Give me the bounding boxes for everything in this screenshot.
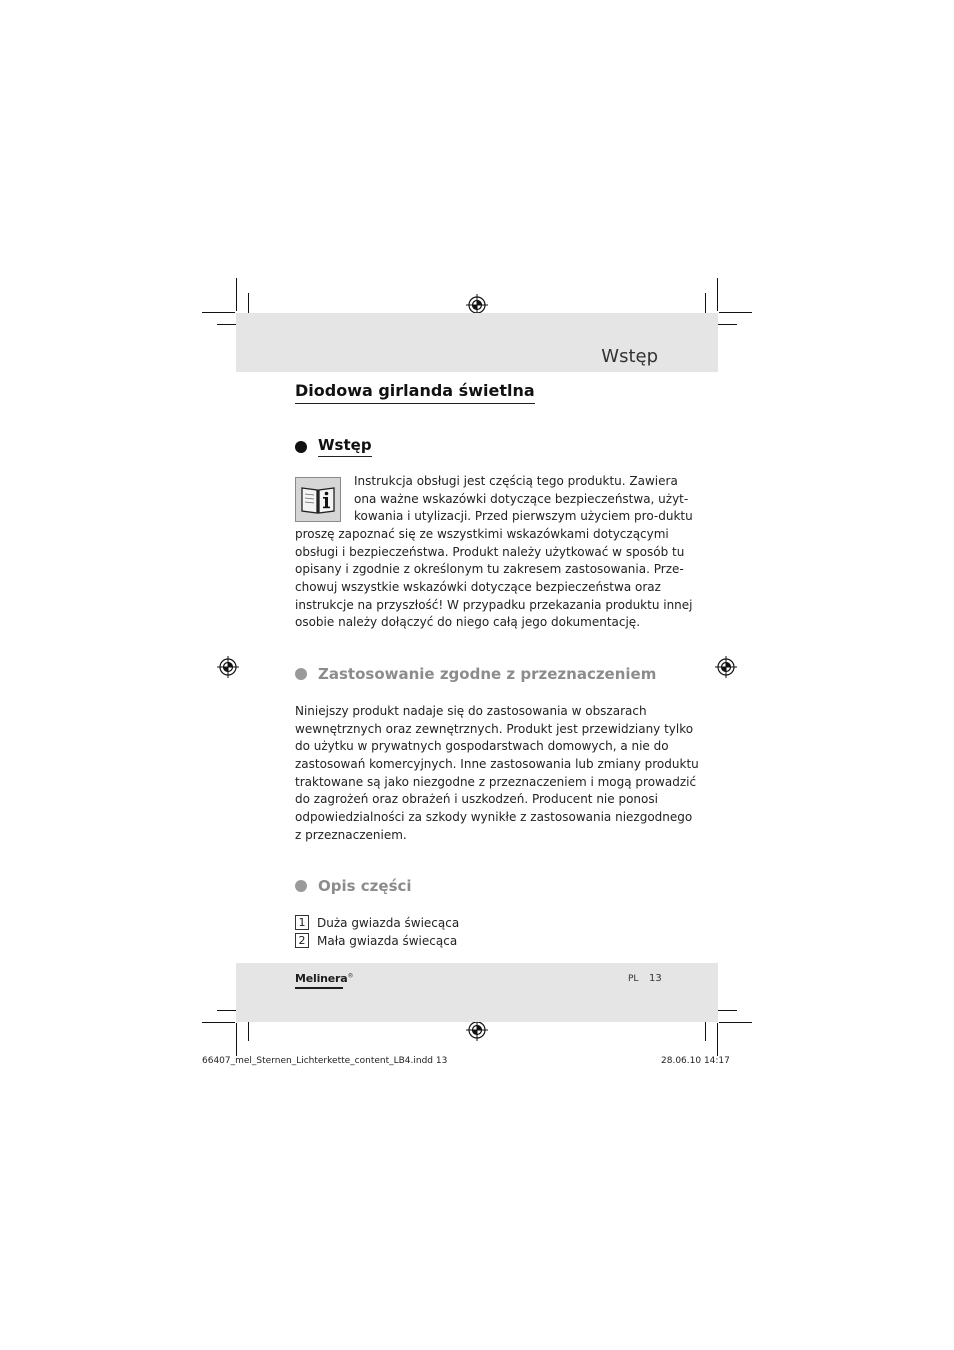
- text-line: wewnętrznych oraz zewnętrznych. Produkt jest przewidziany tylko: [295, 721, 694, 736]
- text-line: proszę zapoznać się ze wszystkimi wskazówkami dotyczącymi: [295, 527, 669, 541]
- text-line: instrukcje na przyszłość! W przypadku przekazania produktu innej: [295, 597, 693, 612]
- crop-mark: [236, 278, 237, 311]
- text-line: zastosowań komercyjnych. Inne zastosowania lub zmiany produktu: [295, 757, 699, 772]
- text-line: chowuj wszystkie wskazówki dotyczące bezpieczeństwa oraz: [295, 580, 661, 595]
- registration-mark-icon: [715, 656, 737, 678]
- page-number: 13: [649, 973, 662, 984]
- crop-mark: [719, 1022, 752, 1023]
- info-book-icon: [295, 477, 341, 522]
- text-line: Instrukcja obsługi jest częścią tego produktu. Zawiera: [354, 474, 678, 488]
- part-label: Duża gwiazda świecąca: [317, 915, 460, 930]
- part-number-box: 2: [295, 933, 309, 948]
- intro-paragraph-continued: [295, 526, 693, 632]
- text-line: opisany i zgodnie z określonym tu zakresem zastosowania. Prze-: [295, 562, 684, 577]
- section-heading-label: Zastosowanie zgodne z przeznaczeniem: [318, 665, 657, 683]
- language-code: PL: [628, 974, 639, 984]
- page-header: [236, 313, 718, 372]
- list-item: [295, 932, 459, 949]
- text-line: kowania i utylizacji. Przed pierwszym użyciem pro-duktu: [354, 509, 693, 524]
- registration-mark-icon: [466, 1019, 488, 1041]
- crop-mark: [202, 312, 235, 313]
- intended-use-paragraph: [295, 703, 699, 845]
- slug-filename: 66407_mel_Sternen_Lichterkette_content_LB4.indd 13: [202, 1056, 448, 1066]
- crop-mark: [202, 1022, 235, 1023]
- page-footer: [236, 963, 718, 1022]
- page-header-title: Wstęp: [601, 346, 658, 367]
- part-number-box: 1: [295, 915, 309, 930]
- text-line: Niniejszy produkt nadaje się do zastosowania w obszarach: [295, 704, 647, 718]
- section-heading-label: Opis części: [318, 877, 412, 895]
- intro-paragraph: [354, 473, 693, 526]
- bullet-icon: [295, 668, 307, 680]
- section-heading-label: Wstęp: [318, 436, 372, 457]
- list-item: [295, 914, 459, 931]
- text-line: odpowiedzialności za szkody wynikłe z zastosowania niezgodnego: [295, 810, 693, 825]
- brand-underline: [295, 987, 343, 989]
- brand-name: Melinera: [295, 972, 348, 985]
- section-heading-intended-use: [295, 665, 656, 683]
- text-line: traktowane są jako niezgodne z przeznaczeniem i mogą prowadzić: [295, 774, 697, 789]
- part-label: Mała gwiazda świecąca: [317, 933, 458, 948]
- bullet-icon: [295, 441, 307, 453]
- text-line: osobie należy dołączyć do niego całą jego dokumentację.: [295, 615, 641, 630]
- crop-mark: [717, 1023, 718, 1056]
- trademark-symbol: ®: [347, 972, 354, 980]
- text-line: do zagrożeń oraz obrażeń i uszkodzeń. Producent nie ponosi: [295, 792, 658, 807]
- crop-mark: [717, 278, 718, 311]
- section-heading-parts: [295, 877, 412, 895]
- section-heading-intro: [295, 436, 372, 457]
- text-line: ona ważne wskazówki dotyczące bezpieczeństwa, użyt-: [354, 491, 689, 506]
- crop-mark: [719, 312, 752, 313]
- crop-mark: [236, 1023, 237, 1056]
- bullet-icon: [295, 880, 307, 892]
- parts-list: [295, 914, 459, 950]
- text-line: obsługi i bezpieczeństwa. Produkt należy użytkować w sposób tu: [295, 544, 685, 559]
- slug-datetime: 28.06.10 14:17: [661, 1056, 730, 1066]
- text-line: do użytku w prywatnych gospodarstwach domowych, a nie do: [295, 739, 669, 754]
- text-line: z przeznaczeniem.: [295, 827, 407, 842]
- brand-logo: [295, 972, 353, 985]
- registration-mark-icon: [217, 656, 239, 678]
- document-title: Diodowa girlanda świetlna: [295, 381, 535, 404]
